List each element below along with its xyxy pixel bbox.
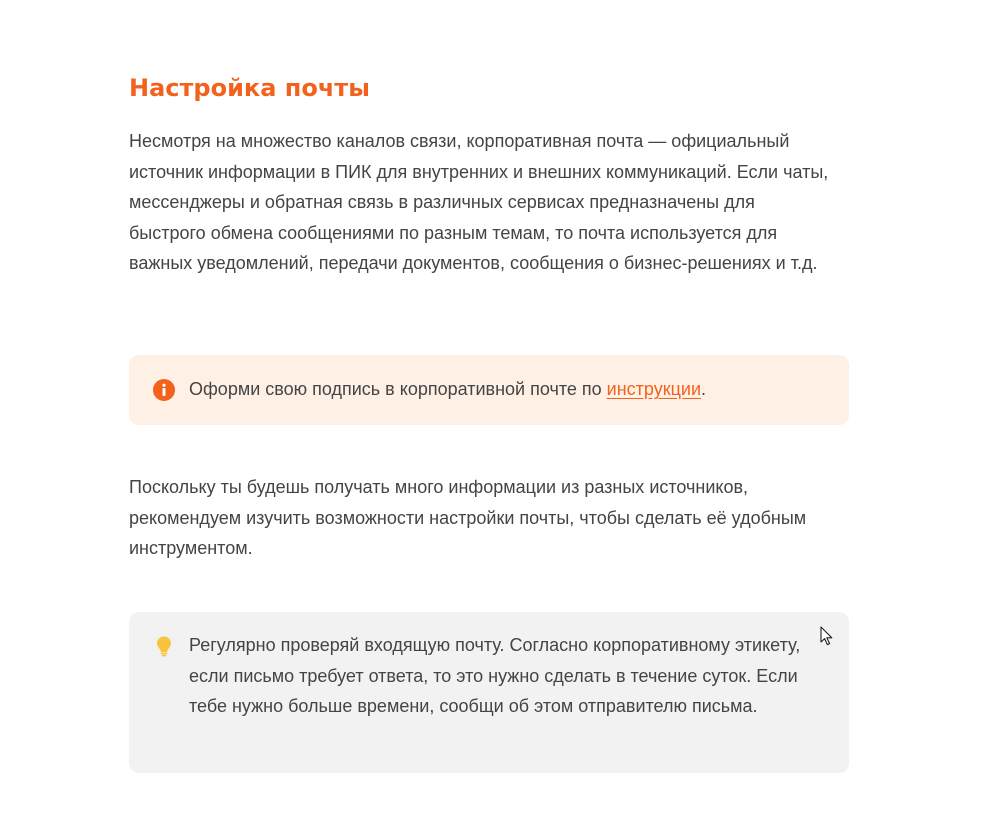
mouse-cursor-icon bbox=[820, 626, 834, 646]
info-notice-text-after: . bbox=[701, 379, 707, 399]
article bbox=[129, 72, 849, 716]
info-notice bbox=[129, 355, 849, 425]
tip-notice bbox=[129, 612, 849, 773]
tip-notice-text: Регулярно проверяй входящую почту. Согласно корпоративному этикету, если письмо требует ответа, то это нужно сделать в течение суток. Если тебе нужно больше времени, сообщи об этом отправителю письма. bbox=[189, 635, 801, 716]
lightbulb-icon bbox=[153, 635, 175, 657]
page-title: Настройка почты bbox=[129, 74, 370, 102]
info-notice-text-before: Оформи свою подпись в корпоративной почте по bbox=[189, 379, 607, 399]
info-icon bbox=[153, 379, 175, 401]
info-notice-text bbox=[189, 374, 825, 405]
instruction-link[interactable]: инструкции bbox=[606, 379, 701, 399]
intro-paragraph: Несмотря на множество каналов связи, корпоративная почта — официальный источник информации в ПИК для внутренних и внешних коммуникаций. Если чаты, мессенджеры и обратная связь в различных сервисах предназначены для быстрого обмена сообщениями по разным темам, то почта используется для важных уведомлений, передачи документов, сообщения о бизнес-решениях и т.д. bbox=[129, 131, 829, 273]
second-paragraph: Поскольку ты будешь получать много информации из разных источников, рекомендуем изучить возможности настройки почты, чтобы сделать её удобным инструментом. bbox=[129, 477, 807, 558]
